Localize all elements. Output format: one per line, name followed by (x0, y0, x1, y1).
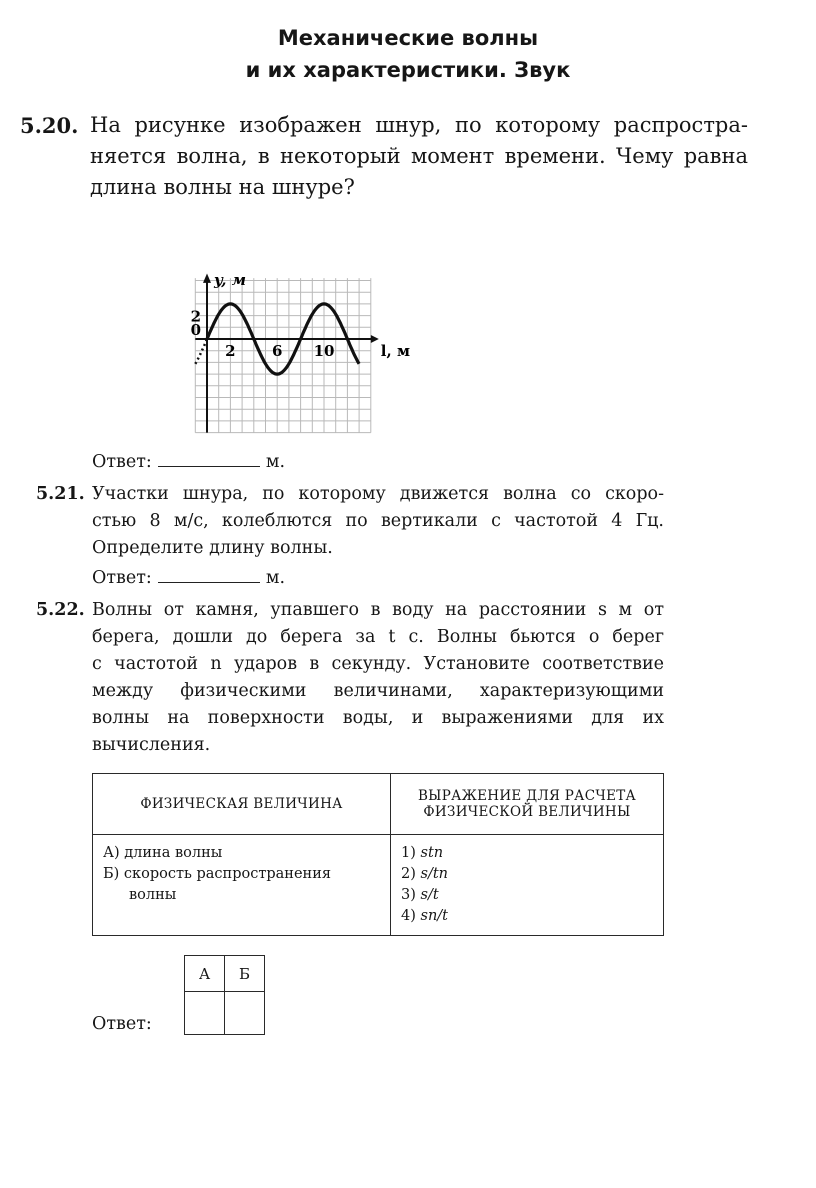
q521-answer-label: Ответ: (92, 568, 152, 588)
col-header-expression-line2: ФИЗИЧЕСКОЙ ВЕЛИЧИНЫ (423, 804, 631, 820)
answer-cell-b[interactable] (225, 992, 265, 1035)
wave-graph (178, 238, 548, 438)
q522-text-line-4: между физическими величинами, характеризующими (92, 681, 664, 701)
expression-item-2: 2) s/tn (401, 866, 448, 882)
y-tick-label: 2 (190, 307, 201, 326)
q522-text-line-1: Волны от камня, упавшего в воду на расстоянии s м от (92, 600, 664, 620)
answer-col-a-header: А (185, 956, 225, 992)
q522-text-line-3: с частотой n ударов в секунду. Установите соответствие (92, 654, 664, 674)
q522-text-line-5: волны на поверхности воды, и выражениями для их (92, 708, 664, 728)
section-title-line2: и их характеристики. Звук (245, 58, 571, 82)
q520-text-line-2: няется волна, в некоторый момент времени. Чему равна (90, 144, 748, 168)
quantity-item-b-cont: волны (129, 887, 177, 903)
x-tick-label: 2 (225, 342, 236, 360)
col-header-expression (391, 774, 664, 835)
x-axis-arrow (371, 335, 379, 343)
q521-answer-unit: м. (265, 568, 286, 588)
wave-dotted-extension (195, 339, 207, 364)
quantity-item-b: Б) скорость распространения (103, 866, 332, 882)
y-tick-label: 0 (190, 321, 201, 339)
quantity-item-a: А) длина волны (103, 845, 223, 861)
q520-answer-label: Ответ: (92, 452, 152, 472)
expression-item-4: 4) sn/t (401, 908, 448, 924)
x-tick-label: 10 (313, 342, 335, 360)
q521-text-line-1: Участки шнура, по которому движется волна со скоро- (92, 484, 664, 504)
q520-answer-blank[interactable] (158, 452, 260, 467)
graph-grid (195, 278, 370, 432)
q522-answer-label: Ответ: (92, 1014, 152, 1034)
q522-text-line-6: вычисления. (92, 735, 211, 755)
x-tick-label: 6 (271, 342, 283, 360)
question-number-5-22: 5.22. (36, 600, 85, 620)
q520-answer-unit: м. (265, 452, 286, 472)
quantity-cell (93, 835, 391, 936)
expression-item-3: 3) s/t (401, 887, 439, 903)
expression-cell (391, 835, 664, 936)
col-header-expression-line1: ВЫРАЖЕНИЕ ДЛЯ РАСЧЕТА (417, 788, 637, 804)
question-number-5-20: 5.20. (20, 113, 79, 138)
q522-text-line-2: берега, дошли до берега за t с. Волны бьются о берег (92, 627, 664, 647)
q521-answer (92, 568, 285, 588)
answer-col-b-header: Б (225, 956, 265, 992)
col-header-quantity: ФИЗИЧЕСКАЯ ВЕЛИЧИНА (93, 774, 391, 835)
matching-table (92, 773, 664, 936)
q522-answer-grid (184, 955, 265, 1035)
q520-text-line-1: На рисунке изображен шнур, по которому распростра- (90, 113, 748, 137)
q521-answer-blank[interactable] (158, 568, 260, 583)
y-axis-arrow (203, 273, 211, 282)
q521-text-line-3: Определите длину волны. (92, 538, 333, 558)
q520-answer (92, 452, 285, 472)
q521-text-line-2: стью 8 м/с, колеблются по вертикали с частотой 4 Гц. (92, 511, 664, 531)
expression-item-1: 1) stn (401, 845, 444, 861)
x-axis-label: l, м (380, 342, 410, 360)
q520-text-line-3: длина волны на шнуре? (90, 175, 355, 199)
section-title-line1: Механические волны (277, 26, 539, 50)
answer-cell-a[interactable] (185, 992, 225, 1035)
question-number-5-21: 5.21. (36, 484, 85, 504)
y-axis-label: y, м (214, 271, 246, 290)
